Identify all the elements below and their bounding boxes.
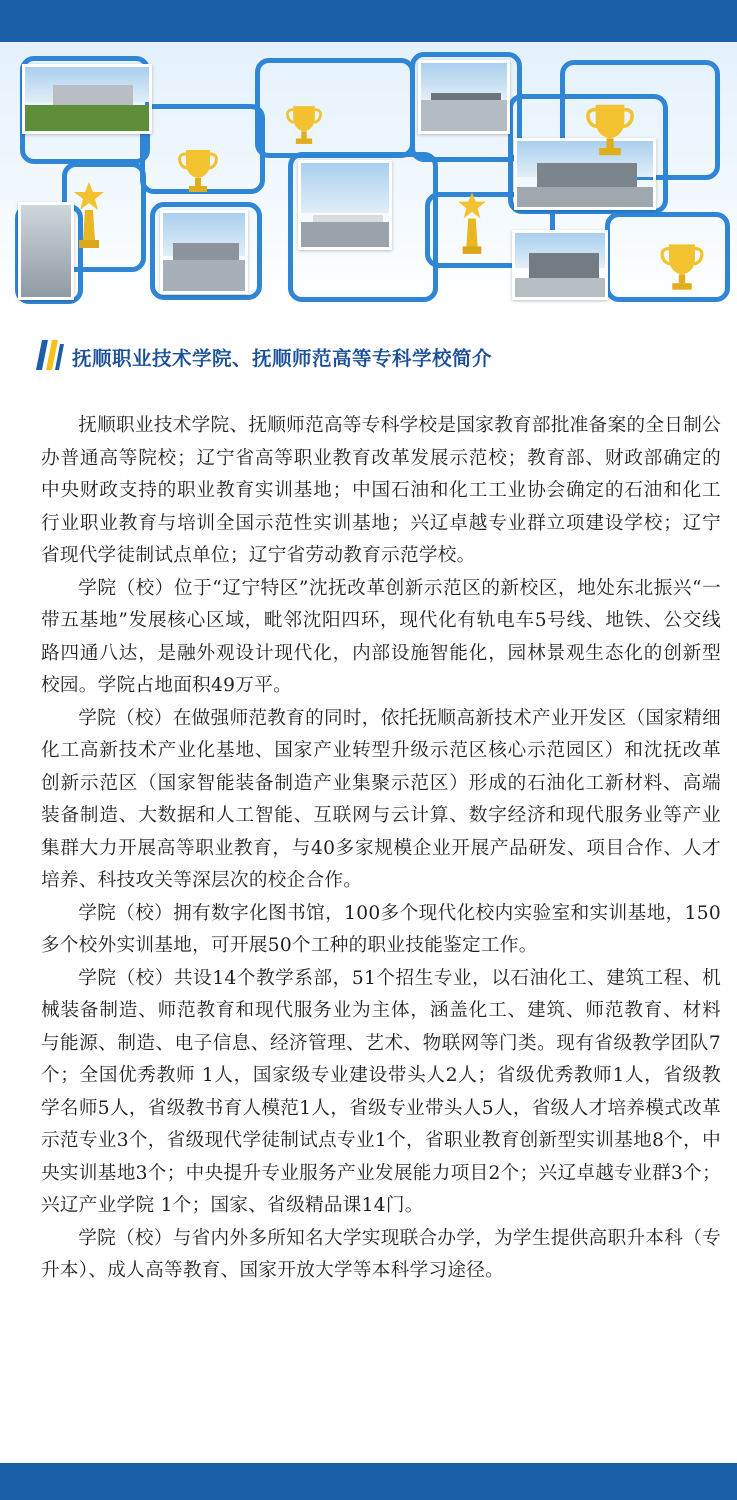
trophy-icon (660, 240, 704, 294)
paragraph: 学院（校）共设14个教学系部，51个招生专业，以石油化工、建筑工程、机械装备制造、师范教育和现代服务业为主体，涵盖化工、建筑、师范教育、材料与能源、制造、电子信息、经济管理、艺术、物联网等门类。现有省级教学团队7个；全国优秀教师 1人，国家级专业建设带头人2人；省级优秀教师1人，省级教学名师5人，省级教书育人模范1人，省级专业带头人5人，省级人才培养模式改革示范专业3个，省级现代学徒制试点专业1个，省职业教育创新型实训基地8个，中央实训基地3个；中央提升专业服务产业发展能力项目2个；兴辽卓越专业群3个；兴辽产业学院 1个；国家、省级精品课14门。 (41, 967, 721, 1216)
campus-photo-building (160, 210, 248, 294)
paragraph: 学院（校）拥有数字化图书馆，100多个现代化校内实验室和实训基地，150多个校外实训基地，可开展50个工种的职业技能鉴定工作。 (41, 902, 721, 956)
campus-photo-entrance (514, 138, 656, 210)
trophy-icon (586, 100, 634, 160)
campus-photo-main-gate (298, 160, 392, 250)
trophy-icon (286, 102, 322, 148)
top-band (0, 0, 737, 42)
campus-photo-teaching-block (512, 230, 608, 300)
paragraph: 学院（校）位于“辽宁特区”沈抚改革创新示范区的新校区，地处东北振兴“一带五基地”发展核心区域，毗邻沈阳四环，现代化有轨电车5号线、地铁、公交线路四通八达，是融外观设计现代化，内部设施智能化，园林景观生态化的创新型校园。学院占地面积49万平。 (41, 577, 721, 696)
campus-photo-gymnasium (418, 60, 510, 134)
campus-photo-library (18, 202, 74, 300)
bottom-band (0, 1463, 737, 1500)
paragraph: 学院（校）与省内外多所知名大学实现联合办学，为学生提供高职升本科（专升本）、成人高等教育、国家开放大学等本科学习途径。 (41, 1227, 721, 1281)
star-trophy-icon (74, 182, 104, 252)
paragraph: 抚顺职业技术学院、抚顺师范高等专科学校是国家教育部批准备案的全日制公办普通高等院校；辽宁省高等职业教育改革发展示范校；教育部、财政部确定的中央财政支持的职业教育实训基地；中国石油和化工工业协会确定的石油和化工行业职业教育与培训全国示范性实训基地；兴辽卓越专业群立项建设学校；辽宁省现代学徒制试点单位；辽宁省劳动教育示范学校。 (41, 415, 721, 566)
collage-frame (255, 58, 415, 158)
trophy-icon (178, 146, 218, 196)
star-trophy-icon (458, 192, 486, 258)
paragraph: 学院（校）在做强师范教育的同时，依托抚顺高新技术产业开发区（国家精细化工高新技术产业化基地、国家产业转型升级示范区核心示范园区）和沈抚改革创新示范区（国家智能装备制造产业集聚示范区）形成的石油化工新材料、高端装备制造、大数据和人工智能、互联网与云计算、数字经济和现代服务业等产业集群大力开展高等职业教育，与40多家规模企业开展产品研发、项目合作、人才培养、科技攻关等深层次的校企合作。 (41, 707, 721, 891)
section-title: 抚顺职业技术学院、抚顺师范高等专科学校简介 (72, 347, 493, 370)
intro-text (41, 410, 721, 1288)
campus-photo-stadium (22, 64, 152, 134)
title-stripes-icon (36, 340, 64, 370)
hero-collage (0, 42, 737, 310)
section-heading (36, 338, 716, 378)
